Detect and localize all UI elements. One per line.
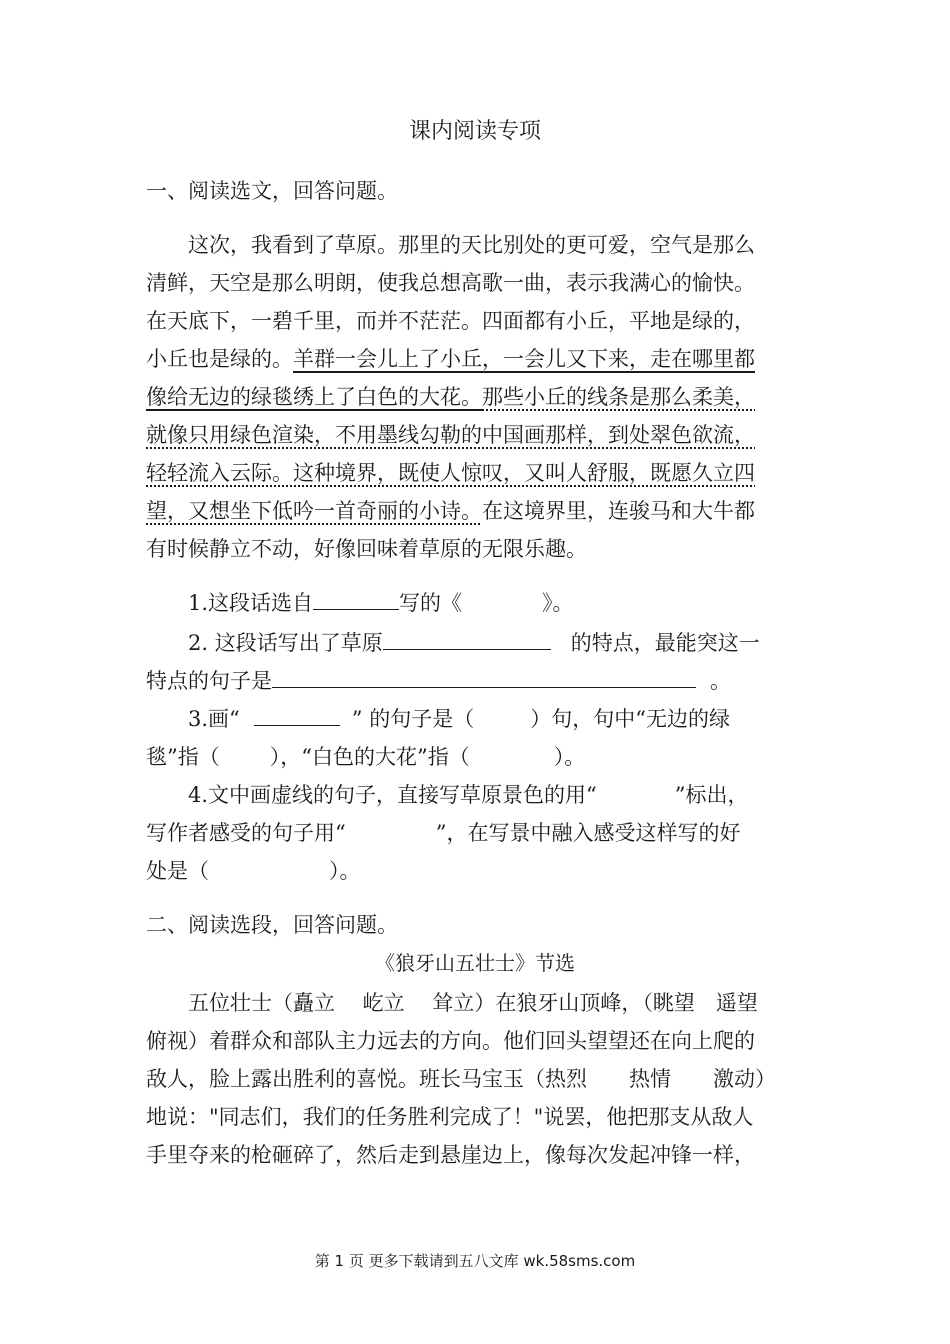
passage-line: [146, 340, 755, 378]
page-title: 课内阅读专项: [408, 119, 541, 144]
page-footer: 第 1 页 更多下载请到五八文库 wk.58sms.com: [314, 1252, 636, 1270]
question-text: ”，在写景中融入感受这样写的好: [435, 821, 741, 845]
question-text: 3.画“: [188, 707, 240, 731]
question-text: 的特点，最能突这一: [570, 631, 760, 655]
question-text: 毯”指（: [146, 745, 220, 769]
answer-blank[interactable]: [254, 703, 340, 726]
answer-blank[interactable]: [313, 587, 399, 610]
question-text: ”标出，: [674, 783, 749, 807]
section2-line: 五位壮士（矗立 屹立 耸立）在狼牙山顶峰，（眺望 遥望: [188, 991, 758, 1015]
passage-text: 在这境界里，连骏马和大牛都: [482, 499, 755, 523]
answer-blank[interactable]: [272, 665, 696, 688]
passage-text: 小丘也是绿的。: [146, 347, 293, 371]
answer-blank[interactable]: [383, 627, 551, 650]
question-4: [188, 776, 749, 814]
passage-line: [146, 378, 755, 416]
question-text: 》。: [542, 591, 574, 615]
question-text: ” 的句子是（: [351, 707, 475, 731]
question-text: 1.这段话选自: [188, 591, 314, 615]
underlined-sentence: 像给无边的绿毯绣上了白色的大花。: [146, 385, 482, 409]
section2-line: 敌人，脸上露出胜利的喜悦。班长马宝玉（热烈 热情 激动）: [146, 1067, 776, 1091]
question-4-cont: [146, 814, 741, 852]
dotted-sentence: 轻轻流入云际。这种境界，既使人惊叹，又叫人舒服，既愿久立四: [146, 461, 755, 485]
passage-line: 在天底下，一碧千里，而并不茫茫。四面都有小丘，平地是绿的，: [146, 309, 755, 333]
underlined-sentence: 羊群一会儿上了小丘，一会儿又下来，走在哪里都: [293, 347, 755, 371]
passage-line: 清鲜，天空是那么明朗，使我总想高歌一曲，表示我满心的愉快。: [146, 271, 755, 295]
section2-subtitle: 《狼牙山五壮士》节选: [375, 951, 575, 975]
question-text: 处是（: [146, 859, 209, 883]
question-1: [188, 584, 574, 622]
question-text: 。: [710, 669, 731, 693]
question-2: [188, 624, 760, 662]
passage-line: 有时候静立不动，好像回味着草原的无限乐趣。: [146, 537, 587, 561]
section2-line: 俯视）着群众和部队主力远去的方向。他们回头望望还在向上爬的: [146, 1029, 755, 1053]
section2-line: 地说："同志们，我们的任务胜利完成了！"说罢，他把那支从敌人: [146, 1105, 754, 1129]
question-3-cont: [146, 738, 585, 776]
section2-heading: 二、阅读选段，回答问题。: [146, 913, 398, 937]
question-text: 写作者感受的句子用“: [146, 821, 346, 845]
dotted-sentence: 就像只用绿色渲染，不用墨线勾勒的中国画那样，到处翠色欲流，: [146, 423, 755, 447]
question-4-cont: [146, 852, 361, 890]
question-text: ），“白色的大花”指（: [269, 745, 470, 769]
question-text: 4.文中画虚线的句子，直接写草原景色的用“: [188, 783, 597, 807]
question-text: ）。: [553, 745, 586, 769]
question-3: [188, 700, 730, 738]
dotted-sentence: 望，又想坐下低吟一首奇丽的小诗。: [146, 499, 482, 523]
wavy-line-sample: [346, 814, 436, 836]
passage-line: [146, 492, 755, 530]
question-text: ）。: [329, 859, 361, 883]
section1-heading: 一、阅读选文，回答问题。: [146, 179, 398, 203]
section2-line: 手里夺来的枪砸碎了，然后走到悬崖边上，像每次发起冲锋一样，: [146, 1143, 755, 1167]
question-text: 2. 这段话写出了草原: [188, 631, 383, 655]
question-text: 特点的句子是: [146, 669, 272, 693]
dotted-sentence: 那些小丘的线条是那么柔美，: [482, 385, 755, 409]
question-text: 写的《: [399, 591, 463, 615]
question-2-cont: [146, 662, 731, 700]
wavy-line-sample: [597, 776, 675, 798]
question-text: ）句，句中“无边的绿: [530, 707, 730, 731]
passage-line: 这次，我看到了草原。那里的天比别处的更可爱，空气是那么: [188, 233, 755, 257]
